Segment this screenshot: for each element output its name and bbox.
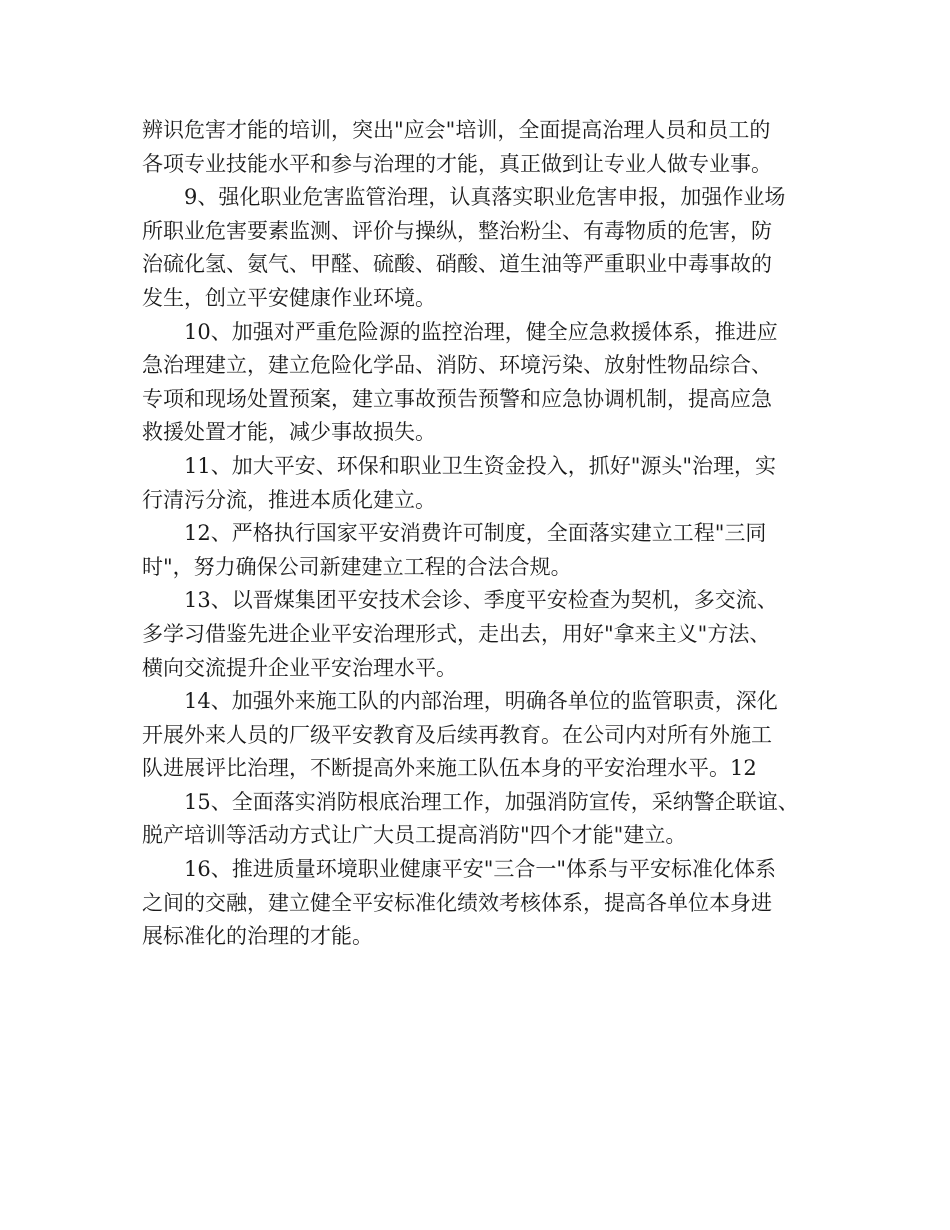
text-line: 时"，努力确保公司新建建立工程的合法合规。 (142, 554, 572, 579)
text-line: 14、加强外来施工队的内部治理，明确各单位的监管职责，深化 (184, 689, 778, 714)
text-line: 救援处置才能，减少事故损失。 (142, 420, 436, 445)
text-line: 多学习借鉴先进企业平安治理形式，走出去，用好"拿来主义"方法、 (142, 621, 771, 646)
text-line: 辨识危害才能的培训，突出"应会"培训，全面提高治理人员和员工的 (142, 118, 771, 142)
text-line: 13、以晋煤集团平安技术会诊、季度平安检查为契机，多交流、 (184, 588, 778, 613)
text-line: 11、加大平安、环保和职业卫生资金投入，抓好"源头"治理，实 (184, 453, 777, 478)
paragraph (142, 316, 822, 450)
text-line: 行清污分流，推进本质化建立。 (142, 487, 436, 512)
text-line: 脱产培训等活动方式让广大员工提高消防"四个才能"建立。 (142, 823, 687, 848)
text-line: 16、推进质量环境职业健康平安"三合一"体系与平安标准化体系 (184, 857, 777, 882)
paragraph (142, 584, 822, 685)
text-line: 12、严格执行国家平安消费许可制度，全面落实建立工程"三同 (184, 521, 767, 546)
text-line: 急治理建立，建立危险化学品、消防、环境污染、放射性物品综合、 (142, 353, 772, 378)
text-line: 15、全面落实消防根底治理工作，加强消防宣传，采纳警企联谊、 (184, 789, 799, 814)
paragraph (142, 517, 822, 584)
text-line: 所职业危害要素监测、评价与操纵，整治粉尘、有毒物质的危害，防 (142, 218, 772, 243)
paragraph (142, 450, 822, 517)
text-line: 开展外来人员的厂级平安教育及后续再教育。在公司内对所有外施工 (142, 722, 772, 747)
text-line: 9、强化职业危害监管治理，认真落实职业危害申报，加强作业场 (184, 185, 786, 210)
text-line: 各项专业技能水平和参与治理的才能，真正做到让专业人做专业事。 (142, 151, 772, 176)
paragraph (142, 114, 822, 181)
text-line: 10、加强对严重危险源的监控治理，健全应急救援体系，推进应 (184, 319, 778, 344)
text-line: 展标准化的治理的才能。 (142, 924, 373, 949)
paragraph (142, 181, 822, 315)
text-line: 专项和现场处置预案，建立事故预告预警和应急协调机制，提高应急 (142, 386, 772, 411)
paragraph (142, 786, 822, 853)
text-line: 横向交流提升企业平安治理水平。 (142, 655, 457, 680)
paragraph (142, 685, 822, 786)
paragraph (142, 853, 822, 954)
text-line: 发生，创立平安健康作业环境。 (142, 285, 436, 310)
text-line: 之间的交融，建立健全平安标准化绩效考核体系，提高各单位本身进 (142, 890, 772, 915)
text-line: 队进展评比治理，不断提高外来施工队伍本身的平安治理水平。12 (142, 756, 757, 781)
text-line: 治硫化氢、氨气、甲醛、硫酸、硝酸、道生油等严重职业中毒事故的 (142, 252, 772, 277)
document-body (142, 114, 822, 954)
